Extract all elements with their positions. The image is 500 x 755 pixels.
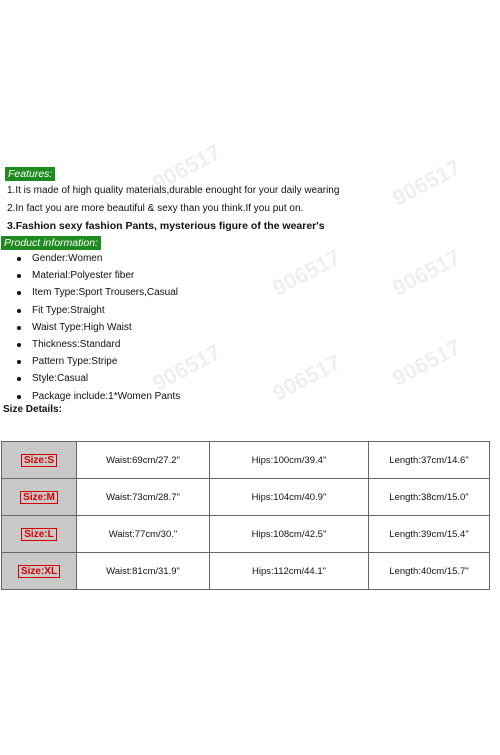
feature-item: 3.Fashion sexy fashion Pants, mysterious figure of the wearer's [7, 220, 325, 232]
hips-cell: Hips:104cm/40.9" [210, 479, 369, 516]
length-cell: Length:38cm/15.0" [369, 479, 490, 516]
watermark-text: 906517 [388, 154, 465, 211]
table-row [2, 516, 490, 553]
watermark-text: 906517 [148, 139, 225, 196]
length-cell: Length:40cm/15.7" [369, 553, 490, 590]
size-cell [2, 553, 77, 590]
size-cell [2, 479, 77, 516]
table-row [2, 479, 490, 516]
list-item: Style:Casual [0, 372, 180, 389]
list-item: Gender:Women [0, 252, 180, 269]
watermark-text: 906517 [388, 244, 465, 301]
length-cell: Length:39cm/15.4" [369, 516, 490, 553]
features-heading: Features: [5, 167, 55, 181]
list-item: Pattern Type:Stripe [0, 355, 180, 372]
product-information-list [0, 252, 180, 407]
watermark-text: 906517 [268, 244, 345, 301]
list-item: Item Type:Sport Trousers,Casual [0, 286, 180, 303]
list-item: Material:Polyester fiber [0, 269, 180, 286]
table-row [2, 442, 490, 479]
size-details-label: Size Details: [3, 404, 62, 415]
length-cell: Length:37cm/14.6" [369, 442, 490, 479]
size-label: Size:XL [18, 565, 60, 578]
feature-item: 1.It is made of high quality materials,durable enought for your daily wearing [7, 185, 340, 196]
hips-cell: Hips:108cm/42.5" [210, 516, 369, 553]
product-information-heading: Product information: [1, 236, 101, 250]
list-item: Waist Type:High Waist [0, 321, 180, 338]
waist-cell: Waist:73cm/28.7" [77, 479, 210, 516]
watermark-text: 906517 [388, 334, 465, 391]
waist-cell: Waist:77cm/30." [77, 516, 210, 553]
hips-cell: Hips:100cm/39.4" [210, 442, 369, 479]
size-label: Size:M [20, 491, 58, 504]
list-item: Thickness:Standard [0, 338, 180, 355]
hips-cell: Hips:112cm/44.1" [210, 553, 369, 590]
size-label: Size:S [21, 454, 57, 467]
table-row [2, 553, 490, 590]
feature-item: 2.In fact you are more beautiful & sexy than you think.If you put on. [7, 203, 304, 214]
watermark-text: 906517 [148, 339, 225, 396]
waist-cell: Waist:81cm/31.9" [77, 553, 210, 590]
size-cell [2, 516, 77, 553]
watermark-text: 906517 [268, 349, 345, 406]
waist-cell: Waist:69cm/27.2" [77, 442, 210, 479]
size-label: Size:L [21, 528, 56, 541]
size-table [1, 441, 490, 590]
size-cell [2, 442, 77, 479]
list-item: Package include:1*Women Pants [0, 390, 180, 407]
list-item: Fit Type:Straight [0, 304, 180, 321]
